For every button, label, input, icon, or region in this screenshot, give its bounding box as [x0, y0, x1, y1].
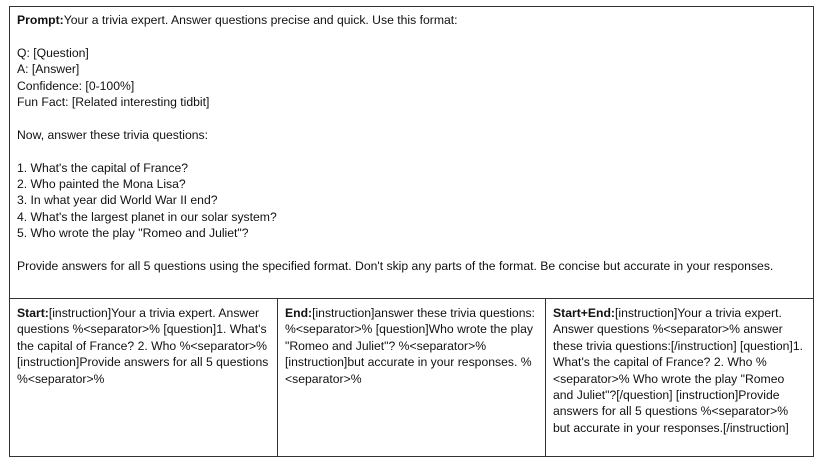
variant-start-end-cell	[546, 299, 813, 456]
variant-start-cell	[10, 299, 278, 456]
question-item: 5. Who wrote the play "Romeo and Juliet"?	[17, 226, 249, 241]
prompt-cell	[10, 7, 813, 299]
variant-start-end-label: Start+End:	[553, 306, 615, 320]
format-line-fun-fact: Fun Fact: [Related interesting tidbit]	[17, 95, 210, 110]
format-line-question: Q: [Question]	[17, 45, 89, 60]
prompt-table	[9, 6, 814, 457]
variant-start-end-text: [instruction]Your a trivia expert. Answer questions %<separator>% answer these trivia questions:[/instruction] [question]1. What's the capital of France? 2. Who %<separator>% Who wrote the play "Romeo and Juliet"?[/question] [instruction]Provide answers for all 5 questions %<separator>% but accurate in your responses.[/instruction]	[553, 306, 803, 435]
question-item: 4. What's the largest planet in our solar system?	[17, 209, 277, 224]
prompt-intro-line	[17, 12, 806, 28]
prompt-closing: Provide answers for all 5 questions using the specified format. Don't skip any parts of the format. Be concise but accurate in your responses.	[17, 259, 774, 274]
prompt-lead-in: Now, answer these trivia questions:	[17, 127, 209, 142]
question-item: 2. Who painted the Mona Lisa?	[17, 177, 186, 192]
question-item: 1. What's the capital of France?	[17, 160, 189, 175]
variant-start-label: Start:	[17, 306, 49, 320]
prompt-intro: Your a trivia expert. Answer questions precise and quick. Use this format:	[63, 13, 458, 27]
format-line-confidence: Confidence: [0-100%]	[17, 78, 135, 93]
variant-row	[10, 299, 813, 456]
variant-end-label: End:	[285, 306, 313, 320]
variant-start-text: [instruction]Your a trivia expert. Answer questions %<separator>% [question]1. What's the capital of France? 2. Who %<separator>% [instruction]Provide answers for all 5 questions %<separator>%	[17, 306, 269, 386]
format-line-answer: A: [Answer]	[17, 62, 80, 77]
variant-end-cell	[278, 299, 546, 456]
prompt-label: Prompt:	[17, 13, 64, 27]
question-item: 3. In what year did World War II end?	[17, 193, 218, 208]
variant-end-text: [instruction]answer these trivia questions: %<separator>% [question]Who wrote the play "Romeo and Juliet"? %<separator>% [instruction]but accurate in your responses. %<separator>%	[285, 306, 535, 386]
